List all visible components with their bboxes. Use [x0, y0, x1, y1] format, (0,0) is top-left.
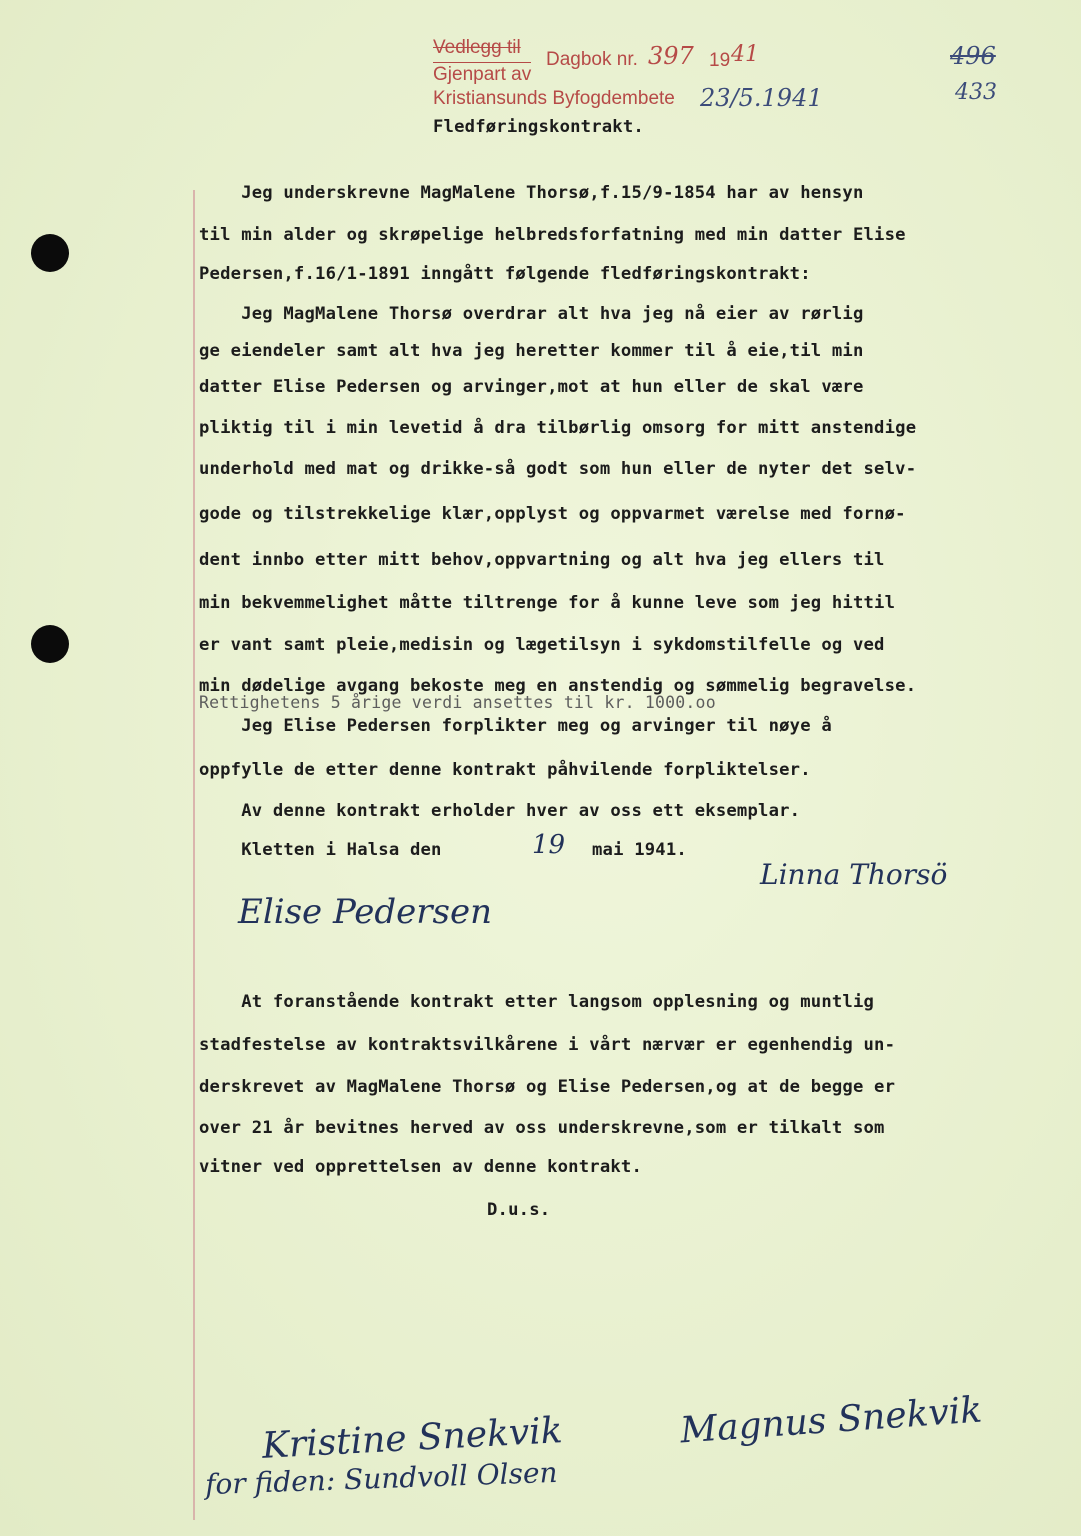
stamp-vedlegg: Vedlegg til — [433, 37, 521, 58]
punch-hole-bottom — [31, 625, 69, 663]
dagbok-number: 397 — [648, 42, 694, 70]
dus-closing: D.u.s. — [487, 1200, 551, 1220]
stamp-gjenpart: Gjenpart av — [433, 64, 532, 85]
page-number-top: 496 — [950, 42, 996, 70]
witness-signature-1: Kristine Snekvik — [261, 1410, 564, 1467]
witness-line-5: vitner ved opprettelsen av denne kontrakt. — [199, 1157, 643, 1177]
body-line-6: datter Elise Pedersen og arvinger,mot at hun eller de skal være — [199, 377, 864, 397]
body-line-3: Pedersen,f.16/1-1891 inngått følgende fledføringskontrakt: — [199, 264, 811, 284]
dagbok-year-suffix: 41 — [731, 42, 759, 67]
signature-thorso: Linna Thorsö — [760, 858, 948, 891]
body-line-8: underhold med mat og drikke-så godt som hun eller de nyter det selv- — [199, 459, 917, 479]
witness-signature-3: for fiden: Sundvoll Olsen — [204, 1455, 559, 1502]
document-title: Fledføringskontrakt. — [433, 117, 644, 137]
witness-line-1: At foranstående kontrakt etter langsom opplesning og muntlig — [199, 992, 875, 1012]
witness-line-2: stadfestelse av kontraktsvilkårene i vårt nærvær er egenhendig un- — [199, 1035, 896, 1055]
stamp-dagbok-label: Dagbok nr. — [546, 49, 638, 70]
body-line-9: gode og tilstrekkelige klær,opplyst og oppvarmet værelse med fornø- — [199, 504, 906, 524]
body2-line-1: Jeg Elise Pedersen forplikter meg og arvinger til nøye å — [199, 716, 832, 736]
body-line-12: er vant samt pleie,medisin og lægetilsyn i sykdomstilfelle og ved — [199, 635, 885, 655]
date-day: 19 — [532, 830, 566, 860]
body2-line-2: oppfylle de etter denne kontrakt påhvilende forpliktelser. — [199, 760, 811, 780]
dagbok-year-prefix: 19 — [709, 50, 731, 71]
margin-line — [193, 190, 195, 1520]
body-line-4: Jeg MagMalene Thorsø overdrar alt hva jeg nå eier av rørlig — [199, 304, 864, 324]
handwritten-date: 23/5.1941 — [700, 84, 823, 112]
body-line-2: til min alder og skrøpelige helbredsforfatning med min datter Elise — [199, 225, 906, 245]
signature-pedersen: Elise Pedersen — [238, 892, 493, 932]
body-line-7: pliktig til i min levetid å dra tilbørlig omsorg for mitt anstendige — [199, 418, 917, 438]
page-number-bottom: 433 — [955, 80, 997, 105]
body-line-11: min bekvemmelighet måtte tiltrenge for å kunne leve som jeg hittil — [199, 593, 896, 613]
body-line-5: ge eiendeler samt alt hva jeg heretter kommer til å eie,til min — [199, 341, 864, 361]
body-line-10: dent innbo etter mitt behov,oppvartning og alt hva jeg ellers til — [199, 550, 885, 570]
body2-line-4: Kletten i Halsa den — [199, 840, 442, 860]
body-line-13: min dødelige avgang bekoste meg en anstendig og sømmelig begravelse. — [199, 676, 917, 696]
witness-line-3: derskrevet av MagMalene Thorsø og Elise Pedersen,og at de begge er — [199, 1077, 896, 1097]
witness-signature-2: Magnus Snekvik — [678, 1389, 984, 1452]
stamp-office: Kristiansunds Byfogdembete — [433, 88, 675, 109]
insert-line: Rettighetens 5 årige verdi ansettes til kr. 1000.oo — [199, 693, 716, 712]
witness-line-4: over 21 år bevitnes herved av oss underskrevne,som er tilkalt som — [199, 1118, 885, 1138]
body2-line-3: Av denne kontrakt erholder hver av oss ett eksemplar. — [199, 801, 801, 821]
punch-hole-top — [31, 234, 69, 272]
date-rest: mai 1941. — [592, 840, 687, 860]
body-line-1: Jeg underskrevne MagMalene Thorsø,f.15/9-1854 har av hensyn — [199, 183, 864, 203]
